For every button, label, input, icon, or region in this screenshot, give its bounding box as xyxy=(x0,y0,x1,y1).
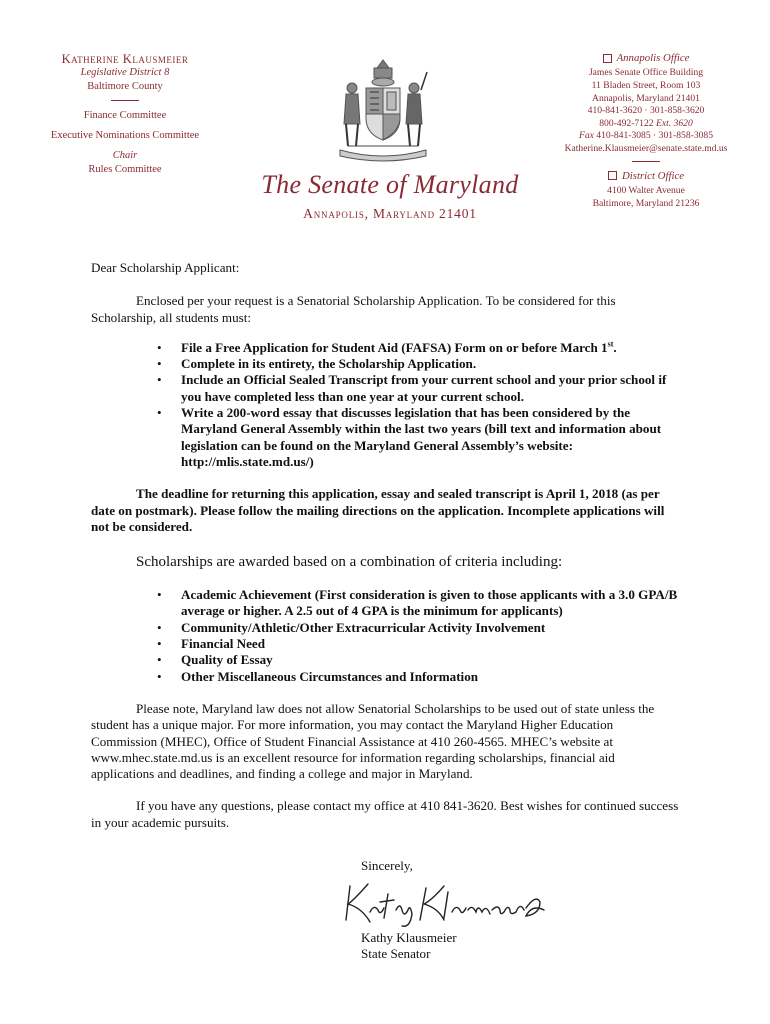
list-item: • Community/Athletic/Other Extracurricular Activity Involvement xyxy=(91,620,681,636)
district-city: Baltimore, Maryland 21236 xyxy=(592,197,700,209)
senator-name: Katherine Klausmeier xyxy=(61,52,189,66)
letterhead-left xyxy=(40,52,210,177)
checkbox-icon xyxy=(603,54,612,63)
chair-label: Chair xyxy=(112,150,138,161)
committee-executive-nominations: Executive Nominations Committee xyxy=(50,130,200,141)
office-email: Katherine.Klausmeier@senate.state.md.us xyxy=(564,142,728,154)
senate-title: The Senate of Maryland xyxy=(261,170,519,199)
annapolis-office-header xyxy=(603,52,690,65)
list-item: • Complete in its entirety, the Scholarship Application. xyxy=(91,356,681,372)
requirement-text: File a Free Application for Student Aid (FAFSA) Form on or before March 1 xyxy=(181,339,608,355)
letter-body xyxy=(91,260,681,831)
tollfree-number: 800-492-7122 xyxy=(599,117,656,129)
questions-paragraph: If you have any questions, please contact my office at 410 841-3620. Best wishes for continued success in your academic pursuits. xyxy=(91,798,679,830)
district-label: Legislative District 8 xyxy=(80,67,170,78)
committee-rules: Rules Committee xyxy=(88,164,162,175)
list-item: • Academic Achievement (First consideration is given to those applicants with a 3.0 GPA/B average or higher. A 2.5 out of 4 GPA is the minimum for applicants) xyxy=(91,587,681,620)
signature-block xyxy=(361,930,457,963)
list-item: • Financial Need xyxy=(91,636,681,652)
list-item: • Write a 200-word essay that discusses legislation that has been considered by the Maryland General Assembly within the last two years (bill text and information about legislation can be found on the Maryland General Assembly’s website: http://mlis.state.md.us/) xyxy=(91,405,681,470)
maryland-seal-icon xyxy=(328,54,438,166)
signer-title: State Senator xyxy=(361,946,431,962)
district-office-label: District Office xyxy=(621,169,685,182)
letterhead-right xyxy=(548,52,744,210)
list-item: • Include an Official Sealed Transcript from your current school and your prior school if you have completed less than one year at your current school. xyxy=(91,372,681,405)
senate-address: Annapolis, Maryland 21401 xyxy=(303,206,477,221)
list-item: • Other Miscellaneous Circumstances and Information xyxy=(91,669,681,685)
office-fax xyxy=(548,130,744,143)
salutation: Dear Scholarship Applicant: xyxy=(91,260,240,275)
tollfree-ext: Ext. 3620 xyxy=(655,117,693,129)
list-item xyxy=(91,340,681,356)
fax-label: Fax xyxy=(578,130,597,142)
closing: Sincerely, xyxy=(361,858,413,873)
criteria-list xyxy=(91,587,681,685)
fax-number: 410-841-3085 · 301-858-3085 xyxy=(596,130,714,142)
requirement-sup: st xyxy=(607,339,614,349)
signature-icon xyxy=(340,874,550,930)
checkbox-icon xyxy=(608,171,617,180)
office-street: 11 Bladen Street, Room 103 xyxy=(591,79,701,91)
criteria-intro: Scholarships are awarded based on a combination of criteria including: xyxy=(136,554,563,571)
requirements-list xyxy=(91,340,681,470)
signer-name: Kathy Klausmeier xyxy=(361,930,457,945)
intro-paragraph: Enclosed per your request is a Senatorial Scholarship Application. To be considered for this Scholarship, all students must: xyxy=(91,293,616,325)
district-street: 4100 Walter Avenue xyxy=(607,184,685,196)
divider xyxy=(632,161,660,162)
office-building: James Senate Office Building xyxy=(588,67,704,79)
annapolis-office-label: Annapolis Office xyxy=(616,52,690,64)
office-city: Annapolis, Maryland 21401 xyxy=(592,92,700,104)
office-phone: 410-841-3620 · 301-858-3620 xyxy=(587,105,705,117)
county-label: Baltimore County xyxy=(87,81,163,92)
committee-finance: Finance Committee xyxy=(83,110,167,121)
note-paragraph: Please note, Maryland law does not allow Senatorial Scholarships to be used out of state unless the student has a unique major. For more information, you may contact the Maryland Higher Education Commission (MHEC), Office of Student Financial Assistance at 410 260-4565. MHEC’s website at www.mhec.state.md.us is an excellent resource for information regarding scholarships, financial aid applications and deadlines, and finding a college and major in Maryland. xyxy=(91,700,655,782)
divider xyxy=(111,100,139,101)
requirement-tail: . xyxy=(613,339,617,355)
list-item: • Quality of Essay xyxy=(91,652,681,668)
office-tollfree xyxy=(548,118,744,131)
deadline-paragraph: The deadline for returning this application, essay and sealed transcript is April 1, 2018 (as per date on postmark). Please follow the mailing directions on the application. Incomplete applications will not be considered. xyxy=(91,486,665,534)
district-office-header xyxy=(608,170,684,183)
